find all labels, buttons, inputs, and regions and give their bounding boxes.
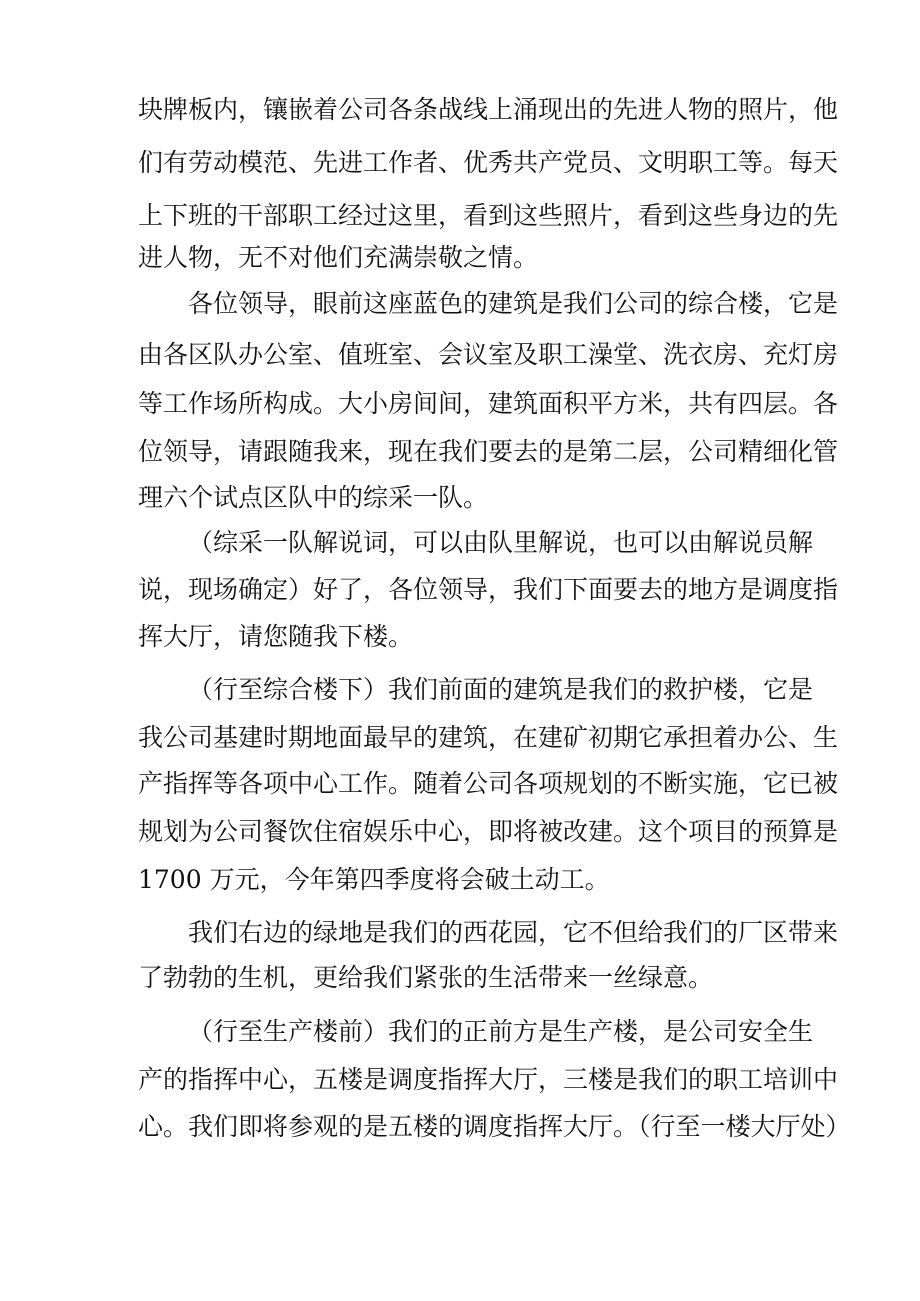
paragraph-line: 了勃勃的生机，更给我们紧张的生活带来一丝绿意。 xyxy=(138,963,714,992)
paragraph-line: 理六个试点区队中的综采一队。 xyxy=(138,483,489,512)
paragraph-line: 位领导，请跟随我来，现在我们要去的是第二层，公司精细化管 xyxy=(138,437,839,466)
paragraph-line: 由各区队办公室、值班室、会议室及职工澡堂、洗衣房、充灯房 xyxy=(138,340,839,369)
paragraph-line: 1700 万元，今年第四季度将会破土动工。 xyxy=(138,865,610,894)
paragraph-line: 进人物，无不对他们充满崇敬之情。 xyxy=(138,243,539,272)
paragraph-line: 说，现场确定）好了，各位领导，我们下面要去的地方是调度指 xyxy=(138,575,839,604)
paragraph-line: 产的指挥中心，五楼是调度指挥大厅，三楼是我们的职工培训中 xyxy=(138,1065,839,1094)
paragraph-line: 心。我们即将参观的是五楼的调度指挥大厅。（行至一楼大厅处） xyxy=(138,1112,851,1141)
paragraph-line: 产指挥等各项中心工作。随着公司各项规划的不断实施，它已被 xyxy=(138,769,839,798)
paragraph-line: （行至综合楼下）我们前面的建筑是我们的救护楼，它是 xyxy=(188,675,814,704)
paragraph-line: （综采一队解说词，可以由队里解说，也可以由解说员解 xyxy=(188,528,814,557)
paragraph-line: 我公司基建时期地面最早的建筑，在建矿初期它承担着办公、生 xyxy=(138,723,839,752)
paragraph-line: 规划为公司餐饮住宿娱乐中心，即将被改建。这个项目的预算是 xyxy=(138,817,839,846)
paragraph-line: 们有劳动模范、先进工作者、优秀共产党员、文明职工等。每天 xyxy=(138,148,839,177)
paragraph-line: 我们右边的绿地是我们的西花园，它不但给我们的厂区带来 xyxy=(188,918,839,947)
paragraph-line: 块牌板内，镶嵌着公司各条战线上涌现出的先进人物的照片，他 xyxy=(138,95,839,124)
paragraph-line: 等工作场所构成。大小房间间，建筑面积平方米，共有四层。各 xyxy=(138,389,839,418)
paragraph-line: 各位领导，眼前这座蓝色的建筑是我们公司的综合楼，它是 xyxy=(188,289,839,318)
paragraph-line: 挥大厅，请您随我下楼。 xyxy=(138,622,414,651)
paragraph-line: （行至生产楼前）我们的正前方是生产楼，是公司安全生 xyxy=(188,1017,814,1046)
paragraph-line: 上下班的干部职工经过这里，看到这些照片，看到这些身边的先 xyxy=(138,201,839,230)
